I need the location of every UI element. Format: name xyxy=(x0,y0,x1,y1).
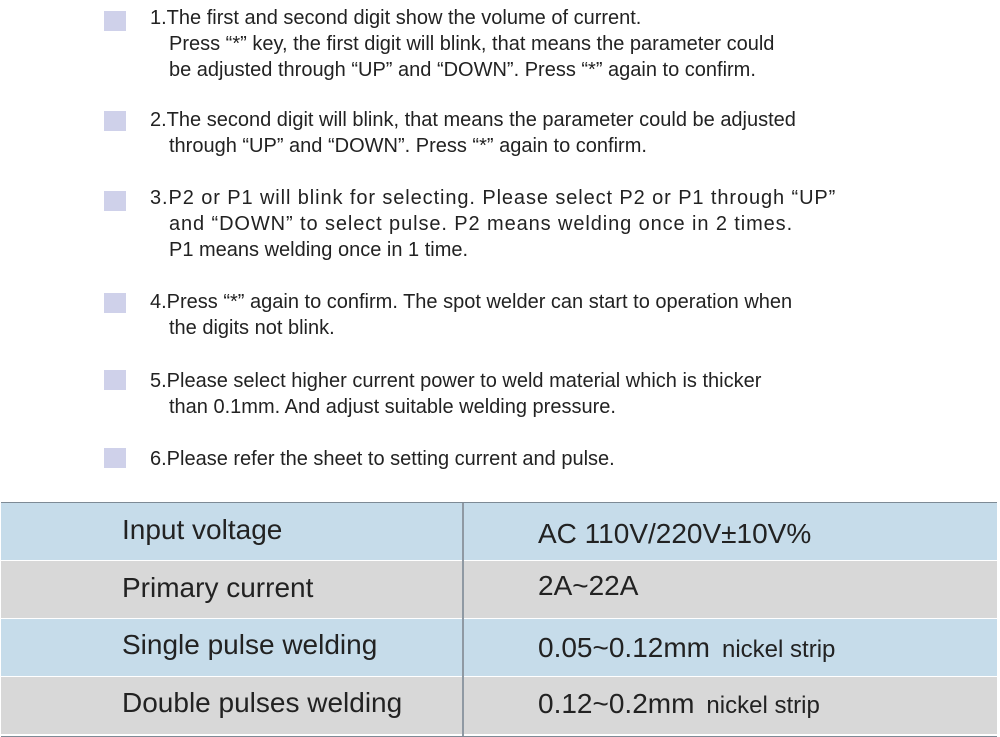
bullet-square-icon xyxy=(104,293,126,313)
spec-value-text: 0.12~0.2mm xyxy=(538,688,695,719)
instruction-line: 1.The first and second digit show the volume of current. xyxy=(150,7,642,29)
spec-value xyxy=(538,518,811,550)
spec-value xyxy=(538,570,638,602)
spec-value xyxy=(538,688,820,722)
spec-row-input-voltage xyxy=(1,503,997,560)
bullet-square-icon xyxy=(104,370,126,390)
instruction-line: the digits not blink. xyxy=(169,317,335,339)
spec-value-text: AC 110V/220V±10V% xyxy=(538,518,812,549)
column-divider xyxy=(462,503,464,736)
instruction-line: Press “*” key, the first digit will blink, that means the parameter could xyxy=(169,33,775,55)
spec-unit: nickel strip xyxy=(722,636,836,663)
spec-value-text: 0.05~0.12mm xyxy=(538,632,710,663)
bullet-square-icon xyxy=(104,448,126,468)
instruction-line: 2.The second digit will blink, that means the parameter could be adjusted xyxy=(150,109,796,131)
spec-row-double-pulse xyxy=(1,677,997,734)
spec-label: Input voltage xyxy=(122,514,283,545)
bullet-square-icon xyxy=(104,191,126,211)
instruction-line: 4.Press “*” again to confirm. The spot welder can start to operation when xyxy=(150,291,793,313)
instruction-line: 5.Please select higher current power to weld material which is thicker xyxy=(150,370,762,392)
spec-label: Primary current xyxy=(122,572,314,603)
spec-row-primary-current xyxy=(1,561,997,618)
spec-unit: nickel strip xyxy=(706,692,820,719)
instruction-line: and “DOWN” to select pulse. P2 means welding once in 2 times. xyxy=(169,213,794,235)
instruction-line: 6.Please refer the sheet to setting current and pulse. xyxy=(150,448,615,470)
instruction-line: be adjusted through “UP” and “DOWN”. Press “*” again to confirm. xyxy=(169,59,756,81)
instruction-line: 3.P2 or P1 will blink for selecting. Please select P2 or P1 through “UP” xyxy=(150,187,837,209)
instruction-line: through “UP” and “DOWN”. Press “*” again to confirm. xyxy=(169,135,647,157)
spec-label: Single pulse welding xyxy=(122,629,378,660)
instruction-line: than 0.1mm. And adjust suitable welding pressure. xyxy=(169,396,616,418)
instruction-line: P1 means welding once in 1 time. xyxy=(169,239,469,261)
bullet-square-icon xyxy=(104,11,126,31)
spec-value xyxy=(538,632,835,666)
spec-label: Double pulses welding xyxy=(122,687,403,718)
bullet-square-icon xyxy=(104,111,126,131)
specifications-table xyxy=(1,502,997,737)
spec-row-single-pulse xyxy=(1,619,997,676)
spec-value-text: 2A~22A xyxy=(538,570,639,601)
